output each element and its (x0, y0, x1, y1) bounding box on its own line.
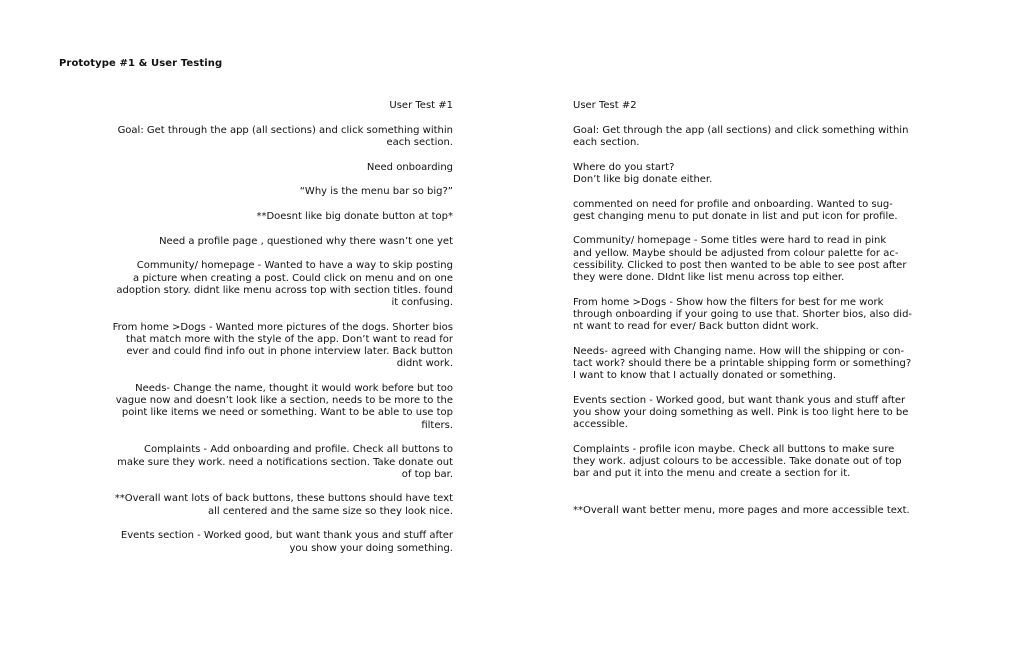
user-test-2-overall: **Overall want better menu, more pages and more accessible text. (573, 504, 910, 516)
user-test-1-events: Events section - Worked good, but want thank yous and stuff after you show your doing something. (120, 530, 453, 554)
user-test-1-goal: Goal: Get through the app (all sections) and click something within each section. (117, 124, 453, 148)
user-test-1-dogs: From home >Dogs - Wanted more pictures of the dogs. Shorter bios that match more with the style of the app. Don’t want to read for ever and could find info out in phone interview later. Back button didnt work. (112, 321, 453, 370)
user-test-2-events: Events section - Worked good, but want thank yous and stuff after you show your doing something as well. Pink is too light here to be accessible. (573, 394, 909, 431)
user-test-2-profile-onboarding: commented on need for profile and onboarding. Wanted to sug- gest changing menu to put donate in list and put icon for profile. (573, 198, 898, 222)
page-title: Prototype #1 & User Testing (59, 58, 223, 69)
user-test-2-dogs: From home >Dogs - Show how the filters for best for me work through onboarding if your going to use that. Shorter bios, also did- nt want to read for ever/ Back button didnt work. (573, 296, 913, 333)
user-test-2-start: Where do you start? Don’t like big donate either. (573, 161, 713, 185)
user-test-1-note-donate-button: **Doesnt like big donate button at top* (256, 211, 453, 223)
user-test-1-column (108, 100, 453, 567)
user-test-1-note-menu-bar: “Why is the menu bar so big?” (299, 186, 453, 198)
user-test-2-column (573, 100, 918, 529)
user-test-2-complaints: Complaints - profile icon maybe. Check all buttons to make sure they work. adjust colours to be accessible. Take donate out of top bar and put it into the menu and create a section for it. (573, 444, 902, 480)
user-test-1-needs: Needs- Change the name, thought it would work before but too vague now and doesn’t look like a section, needs to be more to the point like items we need or something. Want to be able to use top filters. (115, 383, 453, 431)
user-test-1-community: Community/ homepage - Wanted to have a way to skip posting a picture when creating a post. Could click on menu and on one adoption story. didnt like menu across top with section titles. found it confusing. (116, 260, 453, 309)
user-test-1-note-onboarding: Need onboarding (366, 161, 453, 173)
user-test-1-overall: **Overall want lots of back buttons, these buttons should have text all centered and the same size so they look nice. (114, 493, 453, 517)
user-test-1-note-profile: Need a profile page , questioned why there wasn’t one yet (159, 235, 453, 247)
user-test-2-needs: Needs- agreed with Changing name. How will the shipping or con- tact work? should there be a printable shipping form or something? I want to know that I actually donated or something. (573, 345, 912, 382)
user-test-1-heading: User Test #1 (389, 100, 453, 111)
user-test-2-community: Community/ homepage - Some titles were hard to read in pink and yellow. Maybe should be adjusted from colour palette for ac- cessibility. Clicked to post then wanted to be able to see post after they were done. DIdnt like list menu across top either. (573, 235, 907, 284)
user-test-2-goal: Goal: Get through the app (all sections) and click something within each section. (573, 124, 909, 148)
user-test-1-complaints: Complaints - Add onboarding and profile. Check all buttons to make sure they work. need a notifications section. Take donate out of top bar. (117, 444, 453, 480)
user-test-2-heading: User Test #2 (573, 100, 637, 111)
